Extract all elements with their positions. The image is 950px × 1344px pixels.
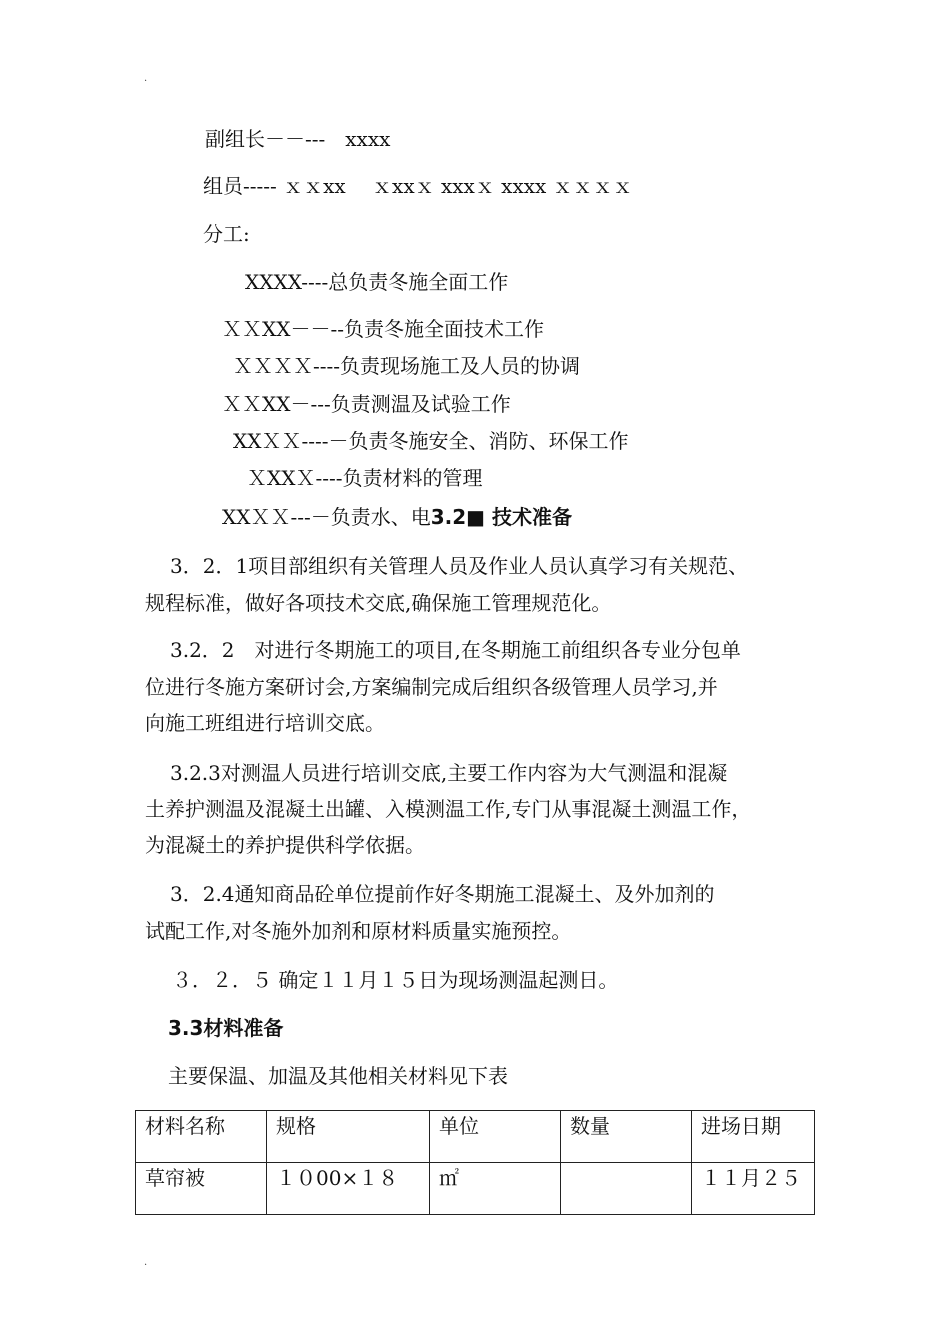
duty-line: ＸＸXX－－--负责冬施全面技术工作 [222,317,544,341]
members-line: 组员----- ｘｘxx ｘxxｘ xxxｘ xxxx ｘｘｘｘ [203,174,633,198]
table-cell: ㎡ [430,1163,561,1215]
section-heading-3-3: 3.3材料准备 [168,1016,284,1040]
paragraph-3-2-1-line: 3．2．1项目部组织有关管理人员及作业人员认真学习有关规范、 [170,554,749,578]
table-header-cell: 规格 [267,1111,430,1163]
division-label: 分工: [203,222,250,246]
paragraph-3-2-3-line: 3.2.3对测温人员进行培训交底,主要工作内容为大气测温和混凝 [170,761,728,785]
paragraph-3-2-4-line: 3．2.4通知商品砼单位提前作好冬期施工混凝土、及外加剂的 [170,882,715,906]
table-row [136,1163,815,1215]
table-header-row [136,1111,815,1163]
paragraph-3-2-3-line: 为混凝土的养护提供科学依据。 [145,833,425,857]
page-mark-top: . [144,73,148,84]
paragraph-3-2-1-line: 规程标准，做好各项技术交底,确保施工管理规范化。 [145,591,612,615]
paragraph-3-2-5: ３．２．５ 确定１１月１５日为现场测温起测日。 [172,968,619,992]
paragraph-3-2-2-line: 3.2．2 对进行冬期施工的项目,在冬期施工前组织各专业分包单 [170,638,741,662]
section-heading-3-2: 3.2■ 技术准备 [430,505,573,529]
duty-line: ＸＸＸＸ----负责现场施工及人员的协调 [233,354,581,378]
table-header-cell: 进场日期 [692,1111,815,1163]
table-cell: 草帘被 [136,1163,267,1215]
materials-intro: 主要保温、加温及其他相关材料见下表 [168,1064,508,1088]
paragraph-3-2-2-line: 向施工班组进行培训交底。 [145,711,385,735]
table-cell: １０00×１８ [267,1163,430,1215]
paragraph-3-2-2-line: 位进行冬施方案研讨会,方案编制完成后组织各级管理人员学习,并 [145,675,718,699]
duty-line: XXＸＸ----－负责冬施安全、消防、环保工作 [233,429,629,453]
paragraph-3-2-3-line: 土养护测温及混凝土出罐、入模测温工作,专门从事混凝土测温工作， [145,797,752,821]
table-header-cell: 材料名称 [136,1111,267,1163]
table-cell: １１月２５ [692,1163,815,1215]
table-header-cell: 单位 [430,1111,561,1163]
deputy-leader-line: 副组长－－--- xxxx [205,127,391,151]
duty-line: XXXX----总负责冬施全面工作 [245,270,509,294]
page-mark-bottom: . [144,1257,148,1268]
table-cell [561,1163,692,1215]
paragraph-3-2-4-line: 试配工作,对冬施外加剂和原材料质量实施预控。 [145,919,572,943]
duty-line: ＸＸXX－---负责测温及试验工作 [222,392,511,416]
materials-table [135,1110,815,1215]
last-duty-and-heading-line [222,504,572,530]
duty-line: XXＸＸ---－负责水、电 [222,505,431,529]
table-header-cell: 数量 [561,1111,692,1163]
duty-line: ＸXXＸ----负责材料的管理 [247,466,483,490]
